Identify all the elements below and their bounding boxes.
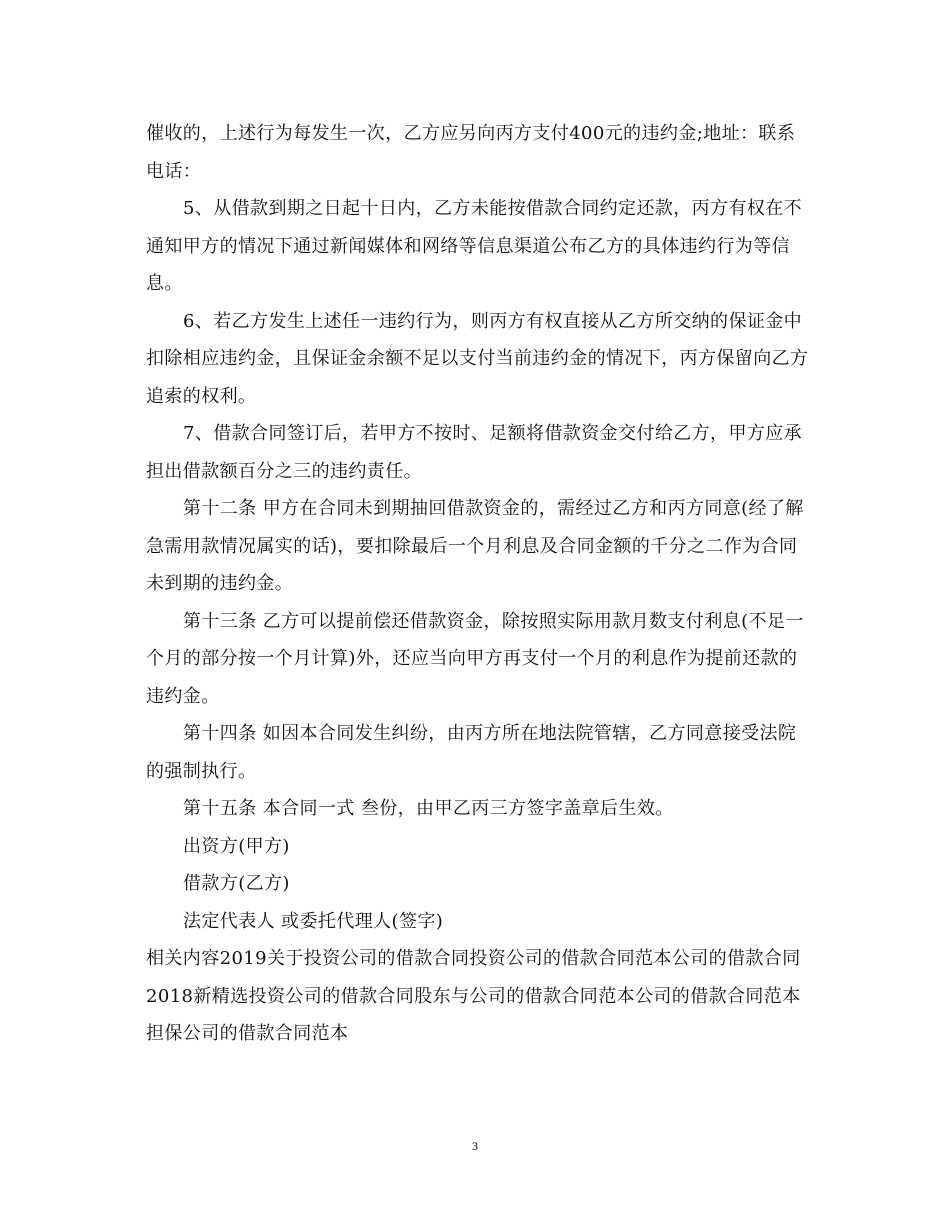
page-number: 3 <box>472 1139 478 1153</box>
paragraph-article-13: 第十三条 乙方可以提前偿还借款资金，除按照实际用款月数支付利息(不足一个月的部分按一个月计算)外，还应当向甲方再支付一个月的利息作为提前还款的违约金。 <box>146 610 804 707</box>
paragraph-article-12: 第十二条 甲方在合同未到期抽回借款资金的，需经过乙方和丙方同意(经了解急需用款情况属实的话)，要扣除最后一个月利息及合同金额的千分之二作为合同未到期的违约金。 <box>146 498 804 594</box>
signature-borrower: 借款方(乙方) <box>183 873 290 894</box>
paragraph-article-15: 第十五条 本合同一式 叁份，由甲乙丙三方签字盖章后生效。 <box>183 798 674 819</box>
paragraph-penalty-collection: 催收的，上述行为每发生一次，乙方应另向丙方支付400元的违约金;地址：联系电话： <box>146 123 796 182</box>
document-body <box>146 115 810 1053</box>
paragraph-clause-5: 5、从借款到期之日起十日内，乙方未能按借款合同约定还款，丙方有权在不通知甲方的情况下通过新闻媒体和网络等信息渠道公布乙方的具体违约行为等信息。 <box>146 198 803 294</box>
paragraph-clause-7: 7、借款合同签订后，若甲方不按时、足额将借款资金交付给乙方，甲方应承担出借款额百分之三的违约责任。 <box>146 423 803 482</box>
paragraph-clause-6: 6、若乙方发生上述任一违约行为，则丙方有权直接从乙方所交纳的保证金中扣除相应违约金，且保证金余额不足以支付当前违约金的情况下，丙方保留向乙方追索的权利。 <box>146 310 809 407</box>
signature-representative: 法定代表人 或委托代理人(签字) <box>183 910 444 932</box>
related-content: 相关内容2019关于投资公司的借款合同投资公司的借款合同范本公司的借款合同2018新精选投资公司的借款合同股东与公司的借款合同范本公司的借款合同范本担保公司的借款合同范本 <box>146 948 801 1044</box>
signature-lender: 出资方(甲方) <box>183 835 290 857</box>
paragraph-article-14: 第十四条 如因本合同发生纠纷，由丙方所在地法院管辖，乙方同意接受法院的强制执行。 <box>146 723 797 782</box>
